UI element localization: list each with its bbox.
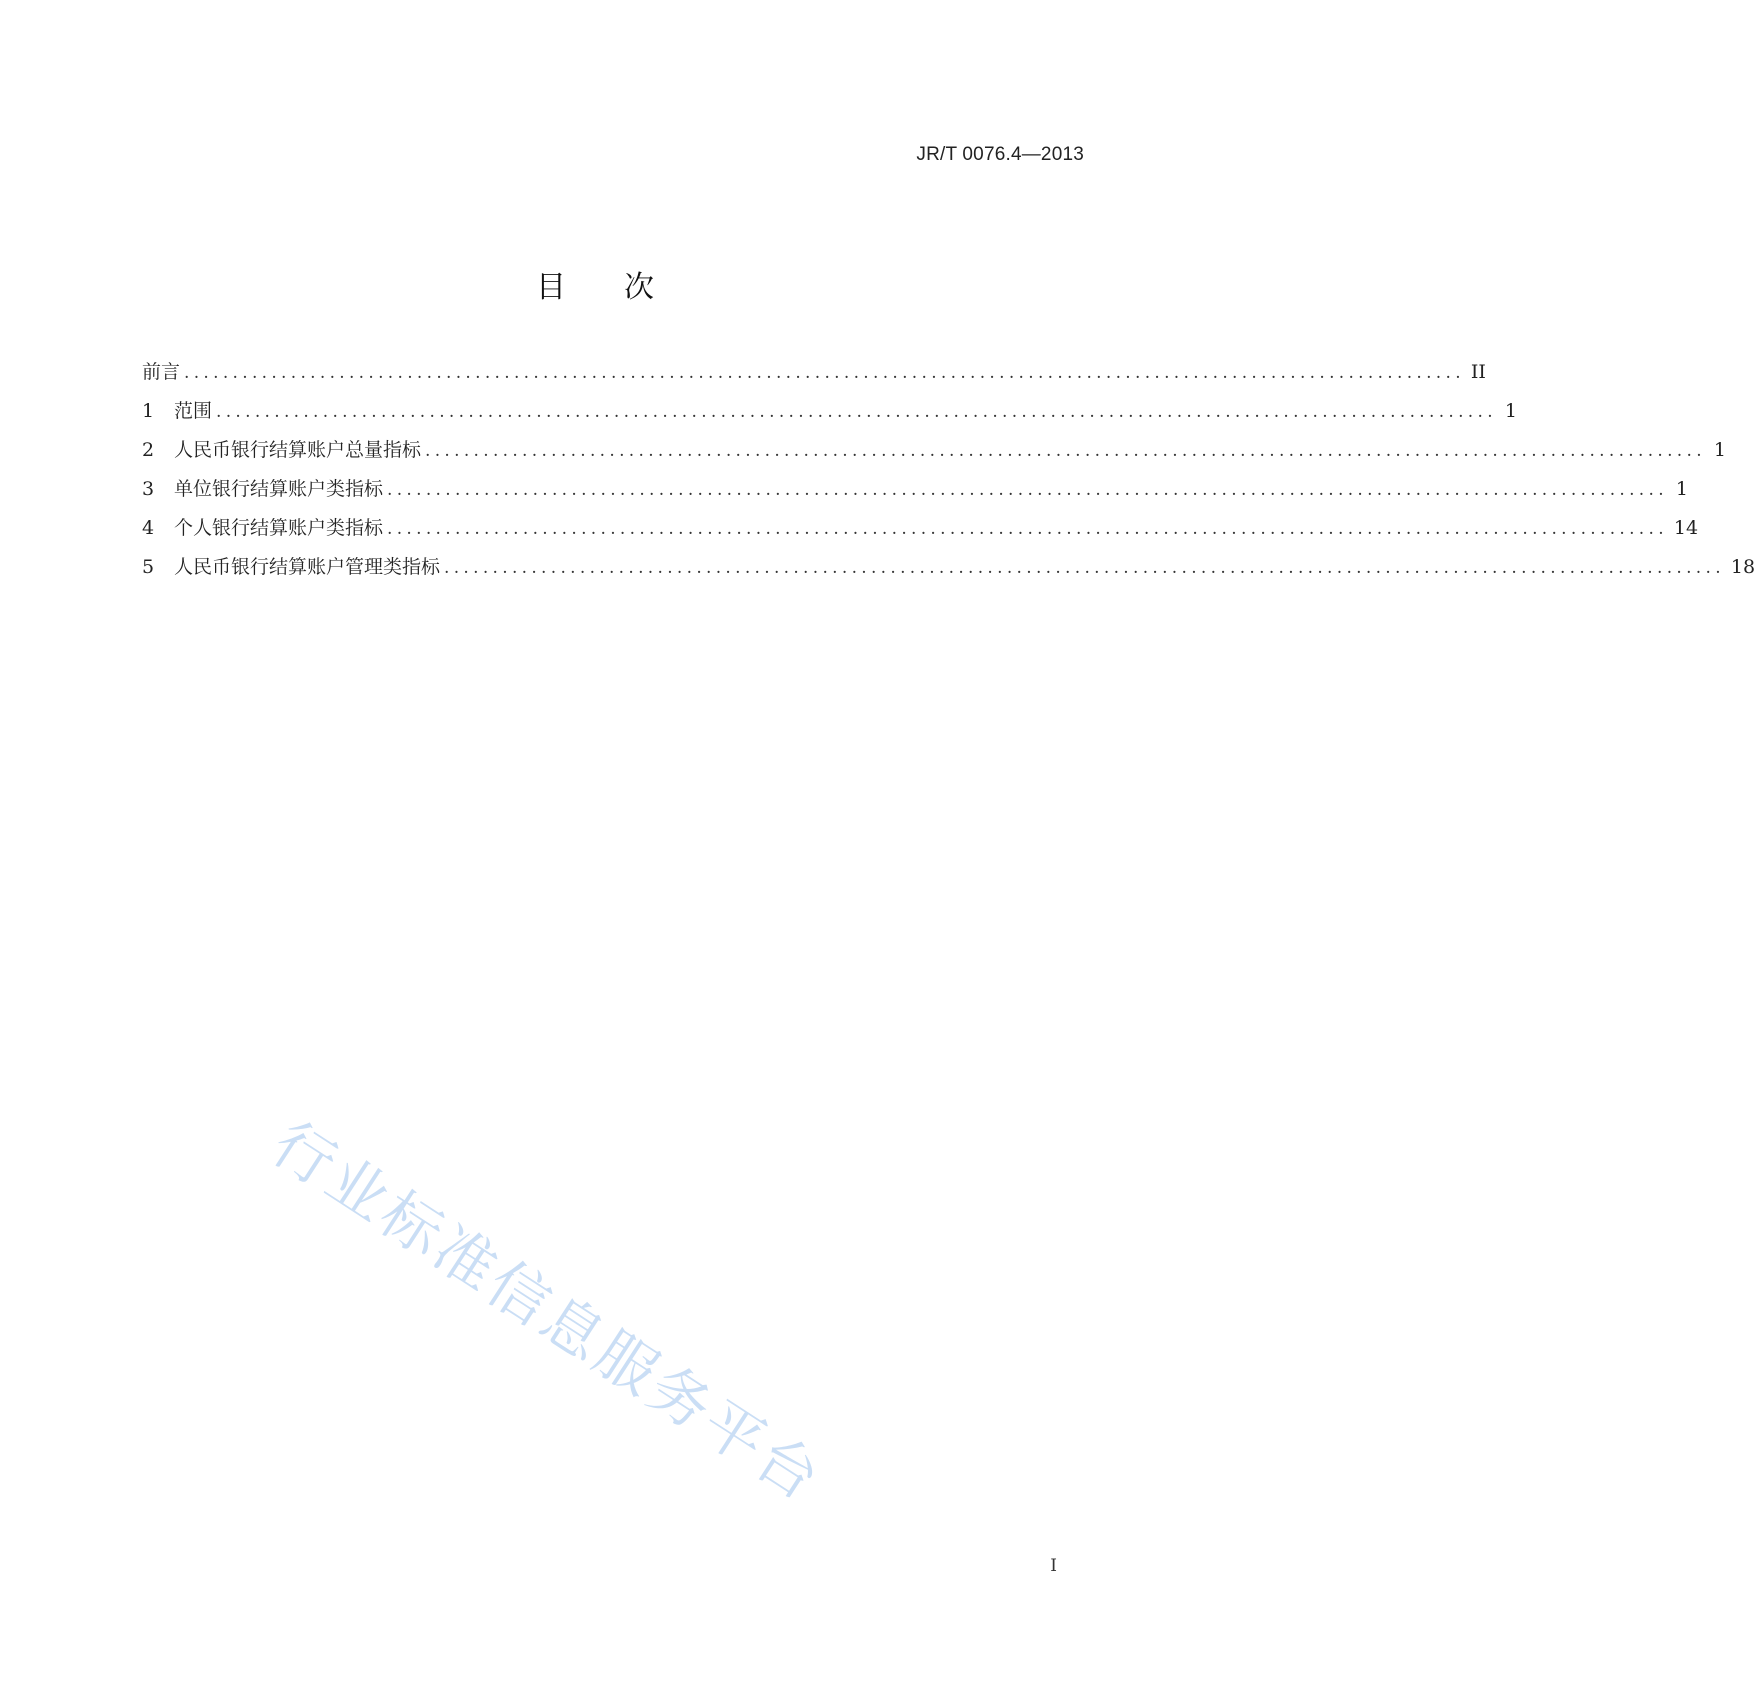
page-title xyxy=(0,262,1190,306)
table-of-contents xyxy=(142,357,1755,591)
toc-entry-number: 2 xyxy=(142,439,155,461)
toc-leader-dots: .................................................................................................................................... xyxy=(216,402,1497,422)
toc-entry-number: 4 xyxy=(142,517,155,539)
toc-entry-page: 14 xyxy=(1673,517,1699,539)
toc-entry-number: 5 xyxy=(142,556,155,578)
toc-entry-number: 1 xyxy=(142,400,155,422)
page-number: I xyxy=(1050,1556,1057,1576)
toc-leader-dots: .................................................................................................................................... xyxy=(387,480,1668,500)
toc-leader-dots: .................................................................................................................................... xyxy=(425,441,1706,461)
toc-entry-preface[interactable] xyxy=(142,357,1486,396)
toc-leader-dots: .................................................................................................................................... xyxy=(387,519,1668,539)
toc-entry-unit-account-indicators[interactable] xyxy=(142,474,1688,513)
toc-entry-management-indicators[interactable] xyxy=(142,552,1755,591)
toc-leader-dots: .................................................................................................................................... xyxy=(444,558,1725,578)
toc-entry-label: 单位银行结算账户类指标 xyxy=(174,478,384,500)
toc-entry-page: 1 xyxy=(1504,400,1517,422)
toc-entry-page: 1 xyxy=(1675,478,1688,500)
toc-leader-dots: .................................................................................................................................... xyxy=(184,363,1465,383)
toc-entry-label: 前言 xyxy=(142,361,181,383)
toc-entry-scope[interactable] xyxy=(142,396,1517,435)
page-title-char-1: 目 xyxy=(536,270,566,305)
toc-entry-page: 18 xyxy=(1730,556,1755,578)
toc-entry-page: II xyxy=(1470,361,1486,383)
toc-entry-number: 3 xyxy=(142,478,155,500)
document-number: JR/T 0076.4—2013 xyxy=(916,144,1084,165)
toc-entry-total-indicators[interactable] xyxy=(142,435,1726,474)
toc-entry-personal-account-indicators[interactable] xyxy=(142,513,1699,552)
toc-entry-label: 个人银行结算账户类指标 xyxy=(174,517,384,539)
page-title-char-2: 次 xyxy=(624,270,654,305)
toc-entry-label: 范围 xyxy=(174,400,213,422)
toc-entry-label: 人民币银行结算账户总量指标 xyxy=(174,439,422,461)
watermark: 行业标准信息服务平台 xyxy=(259,1108,835,1517)
toc-entry-label: 人民币银行结算账户管理类指标 xyxy=(174,556,441,578)
toc-entry-page: 1 xyxy=(1713,439,1726,461)
